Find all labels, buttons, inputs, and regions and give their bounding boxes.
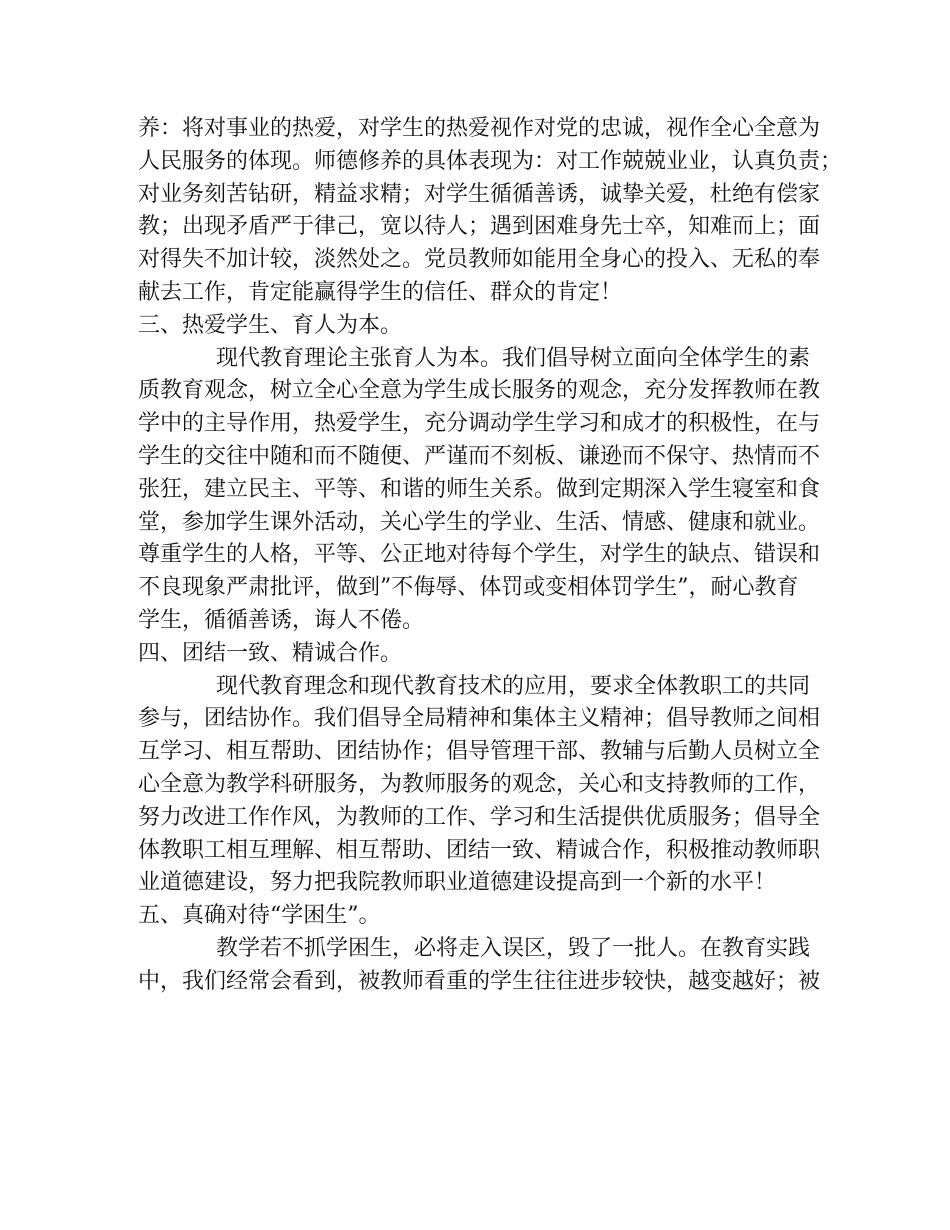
text-line: 四、团结一致、精诚合作。 [138,640,403,666]
text-line: 努力改进工作作风，为教师的工作、学习和生活提供优质服务；倡导全 [138,804,821,830]
text-line: 养：将对事业的热爱，对学生的热爱视作对党的忠诚，视作全心全意为 [138,116,821,141]
text-line: 对业务刻苦钻研，精益求精；对学生循循善诱，诚挚关爱，杜绝有偿家 [138,181,821,207]
paragraph-first-line: 现代教育理念和现代教育技术的应用，要求全体教职工的共同 [216,673,811,699]
text-line: 不良现象严肃批评，做到”不侮辱、体罚或变相体罚学生”，耐心教育 [138,575,799,601]
text-line: 质教育观念，树立全心全意为学生成长服务的观念，充分发挥教师在教 [138,378,821,404]
text-line: 献去工作，肯定能赢得学生的信任、群众的肯定！ [138,279,623,305]
text-line: 三、热爱学生、育人为本。 [138,312,403,338]
text-line: 堂，参加学生课外活动，关心学生的学业、生活、情感、健康和就业。 [138,509,821,535]
paragraph-first-line: 现代教育理论主张育人为本。我们倡导树立面向全体学生的素 [216,345,811,371]
document-body [138,113,843,999]
text-line: 业道德建设，努力把我院教师职业道德建设提高到一个新的水平！ [138,870,777,896]
text-line: 体教职工相互理解、相互帮助、团结一致、精诚合作，积极推动教师职 [138,837,821,863]
paragraph-first-line: 教学若不抓学困生，必将走入误区，毁了一批人。在教育实践 [216,935,811,961]
text-line: 人民服务的体现。师德修养的具体表现为：对工作兢兢业业，认真负责； [138,148,843,174]
text-line: 互学习、相互帮助、团结协作；倡导管理干部、教辅与后勤人员树立全 [138,739,821,765]
text-line: 对得失不加计较，淡然处之。党员教师如能用全身心的投入、无私的奉 [138,247,821,273]
text-line: 张狂，建立民主、平等、和谐的师生关系。做到定期深入学生寝室和食 [138,476,821,502]
text-line: 心全意为教学科研服务，为教师服务的观念，关心和支持教师的工作， [138,771,821,797]
text-line: 学生，循循善诱，诲人不倦。 [138,607,425,633]
text-line: 五、真确对待“学困生”。 [138,903,381,929]
text-line: 学中的主导作用，热爱学生，充分调动学生学习和成才的积极性，在与 [138,411,821,437]
text-line: 中，我们经常会看到，被教师看重的学生往往进步较快，越变越好；被 [138,968,821,994]
text-line: 尊重学生的人格，平等、公正地对待每个学生，对学生的缺点、错误和 [138,542,821,568]
text-line: 学生的交往中随和而不随便、严谨而不刻板、谦逊而不保守、热情而不 [138,443,821,469]
text-line: 教；出现矛盾严于律己，宽以待人；遇到困难身先士卒，知难而上；面 [138,214,821,240]
text-line: 参与，团结协作。我们倡导全局精神和集体主义精神；倡导教师之间相 [138,706,821,732]
